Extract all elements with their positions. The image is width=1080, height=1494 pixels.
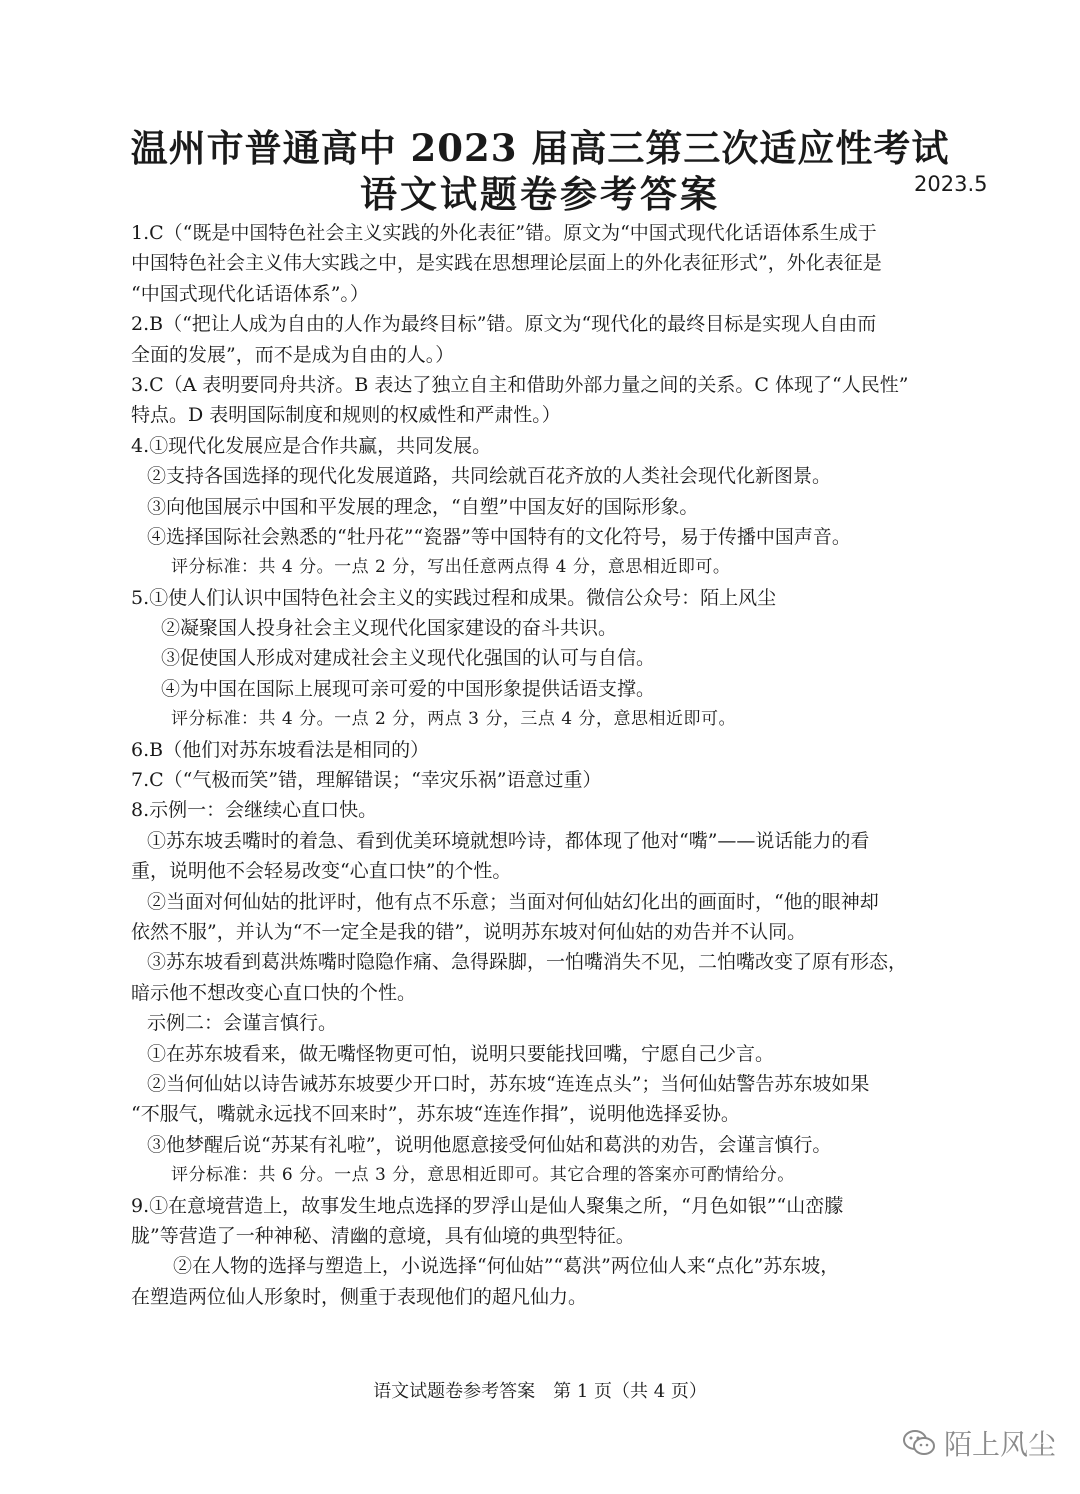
wechat-icon: [902, 1428, 936, 1458]
answer-line: ②在人物的选择与塑造上，小说选择“何仙姑”“葛洪”两位仙人来“点化”苏东坡，: [173, 1255, 840, 1278]
exam-subtitle: 语文试题卷参考答案: [360, 172, 720, 216]
answer-line: ③他梦醒后说“苏某有礼啦”，说明他愿意接受何仙姑和葛洪的劝告，会谨言慎行。: [147, 1133, 832, 1156]
answer-line: ③苏东坡看到葛洪炼嘴时隐隐作痛、急得跺脚，一怕嘴消失不见，二怕嘴改变了原有形态，: [147, 951, 908, 974]
answer-line: ②支持各国选择的现代化发展道路，共同绘就百花齐放的人类社会现代化新图景。: [147, 465, 832, 488]
watermark-text: 陌上风尘: [944, 1428, 1057, 1461]
answer-line: “不服气，嘴就永远找不回来时”，苏东坡“连连作揖”，说明他选择妥协。: [131, 1103, 740, 1126]
answer-line: 8.示例一：会继续心直口快。: [131, 799, 378, 822]
scoring-note: 评分标准：共 6 分。一点 3 分，意思相近即可。其它合理的答案亦可酌情给分。: [171, 1165, 795, 1186]
answer-line: ③向他国展示中国和平发展的理念，“自塑”中国友好的国际形象。: [147, 495, 699, 518]
answer-line: ①在苏东坡看来，做无嘴怪物更可怕，说明只要能找回嘴，宁愿自己少言。: [147, 1042, 775, 1065]
answer-line: ③促使国人形成对建成社会主义现代化强国的认可与自信。: [161, 647, 656, 670]
page-footer: 语文试题卷参考答案 第 1 页（共 4 页）: [373, 1381, 707, 1402]
answer-line: 重，说明他不会轻易改变“心直口快”的个性。: [131, 860, 512, 883]
answer-line: ②当何仙姑以诗告诫苏东坡要少开口时，苏东坡“连连点头”；当何仙姑警告苏东坡如果: [147, 1072, 870, 1095]
answer-line: ①苏东坡丢嘴时的着急、看到优美环境就想吟诗，都体现了他对“嘴”——说话能力的看: [147, 829, 870, 852]
answer-line: ④为中国在国际上展现可亲可爱的中国形象提供话语支撑。: [161, 677, 656, 700]
scoring-note: 评分标准：共 4 分。一点 2 分，写出任意两点得 4 分，意思相近即可。: [171, 557, 731, 578]
answer-line: 5.①使人们认识中国特色社会主义的实践过程和成果。微信公众号：陌上风尘: [131, 586, 777, 609]
answer-line: 全面的发展”，而不是成为自由的人。）: [131, 343, 455, 366]
answer-line: 依然不服”，并认为“不一定全是我的错”，说明苏东坡对何仙姑的劝告并不认同。: [131, 920, 807, 943]
answer-line: 1.C（“既是中国特色社会主义实践的外化表征”错。原文为“中国式现代化话语体系生成于: [131, 222, 877, 244]
answer-body: [131, 218, 961, 1312]
answer-line: 特点。D 表明国际制度和规则的权威性和严肃性。）: [131, 404, 561, 427]
answer-line: 示例二：会谨言慎行。: [147, 1012, 338, 1035]
answer-line: 4.①现代化发展应是合作共赢，共同发展。: [131, 434, 492, 457]
answer-line: ④选择国际社会熟悉的“牡丹花”“瓷器”等中国特有的文化符号，易于传播中国声音。: [147, 525, 851, 548]
answer-line: 6.B（他们对苏东坡看法是相同的）: [131, 738, 430, 761]
answer-line: 2.B（“把让人成为自由的人作为最终目标”错。原文为“现代化的最终目标是实现人自由而: [131, 313, 877, 336]
answer-line: 7.C（“气极而笑”错，理解错误；“幸灾乐祸”语意过重）: [131, 769, 602, 792]
scoring-note: 评分标准：共 4 分。一点 2 分，两点 3 分，三点 4 分，意思相近即可。: [171, 709, 736, 730]
answer-line: 胧”等营造了一种神秘、清幽的意境，具有仙境的典型特征。: [131, 1224, 635, 1247]
answer-line: 在塑造两位仙人形象时，侧重于表现他们的超凡仙力。: [131, 1285, 588, 1308]
answer-line: 中国特色社会主义伟大实践之中，是实践在思想理论层面上的外化表征形式”，外化表征是: [131, 252, 882, 275]
watermark: [902, 1425, 1056, 1461]
exam-date: 2023.5: [914, 172, 988, 196]
answer-line: 暗示他不想改变心直口快的个性。: [131, 981, 417, 1004]
answer-line: “中国式现代化话语体系”。）: [131, 282, 369, 305]
answer-line: 9.①在意境营造上，故事发生地点选择的罗浮山是仙人聚集之所，“月色如银”“山峦朦: [131, 1194, 844, 1217]
answer-line: ②凝聚国人投身社会主义现代化国家建设的奋斗共识。: [161, 617, 618, 640]
answer-line: ②当面对何仙姑的批评时，他有点不乐意；当面对何仙姑幻化出的画面时，“他的眼神却: [147, 890, 879, 913]
answer-line: 3.C（A 表明要同舟共济。B 表达了独立自主和借助外部力量之间的关系。C 体现了“人民性”: [131, 373, 909, 396]
exam-title: 温州市普通高中 2023 届高三第三次适应性考试: [130, 126, 950, 170]
